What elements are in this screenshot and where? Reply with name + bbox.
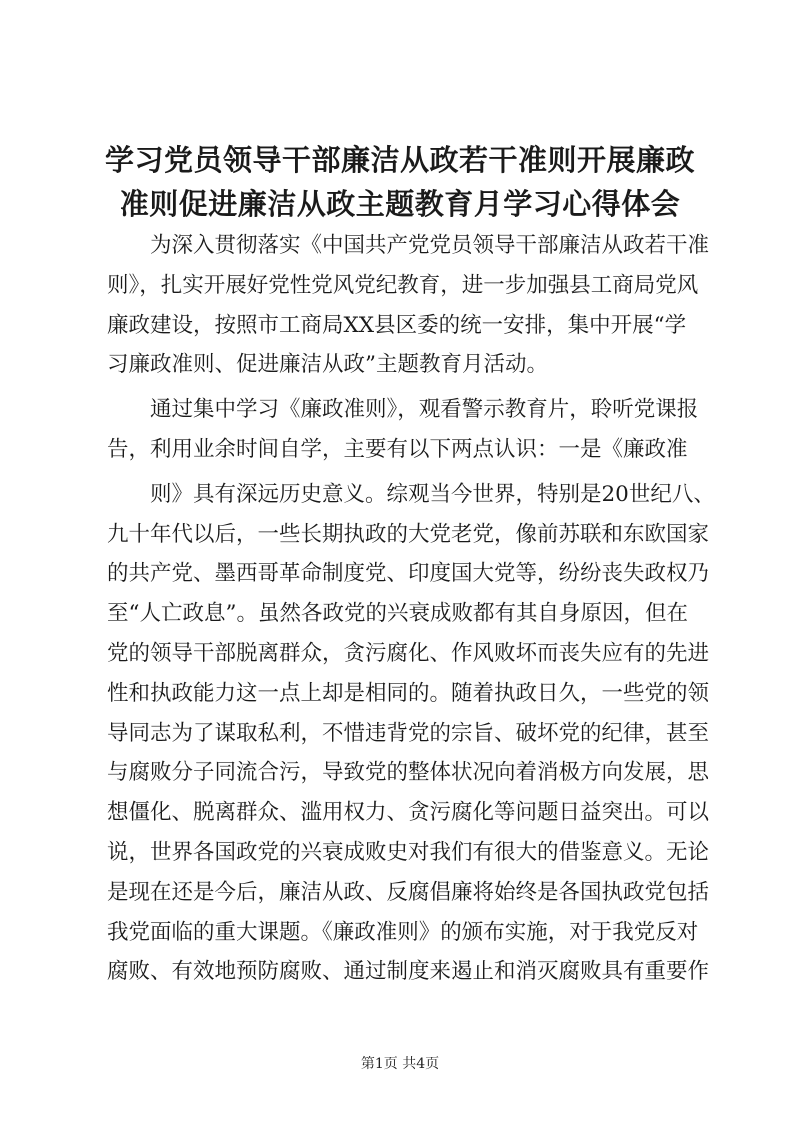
body-line: 想僵化、脱离群众、滥用权力、贪污腐化等问题日益突出。可以 — [107, 800, 710, 826]
body-line: 是现在还是今后，廉洁从政、反腐倡廉将始终是各国执政党包括 — [107, 879, 710, 905]
body-line: 的共产党、墨西哥革命制度党、印度国大党等，纷纷丧失政权乃 — [107, 561, 710, 587]
body-line: 九十年代以后，一些长期执政的大党老党，像前苏联和东欧国家 — [107, 521, 710, 547]
body-line: 习廉政准则、促进廉洁从政”主题教育月活动。 — [107, 352, 548, 378]
body-line: 告，利用业余时间自学，主要有以下两点认识：一是《廉政准 — [107, 436, 688, 462]
body-line: 廉政建设，按照市工商局XX县区委的统一安排，集中开展“学 — [107, 312, 687, 338]
body-line: 则》，扎实开展好党性党风党纪教育，进一步加强县工商局党风 — [107, 272, 699, 298]
body-line: 性和执政能力这一点上却是相同的。随着执政日久，一些党的领 — [107, 680, 710, 706]
body-line: 通过集中学习《廉政准则》，观看警示教育片，聆听党课报 — [150, 397, 699, 423]
body-line: 与腐败分子同流合污，导致党的整体状况向着消极方向发展，思 — [107, 760, 710, 786]
title-line-1: 学习党员领导干部廉洁从政若干准则开展廉政 — [104, 143, 695, 177]
body-line: 说，世界各国政党的兴衰成败史对我们有很大的借鉴意义。无论 — [107, 839, 710, 865]
body-line: 至“人亡政息”。虽然各政党的兴衰成败都有其自身原因，但在 — [107, 601, 688, 627]
body-line: 腐败、有效地预防腐败、通过制度来遏止和消灭腐败具有重要作 — [107, 959, 710, 985]
body-line: 党的领导干部脱离群众，贪污腐化、作风败坏而丧失应有的先进 — [107, 640, 710, 666]
document-body — [107, 226, 713, 992]
title-line-2: 准则促进廉洁从政主题教育月学习心得体会 — [119, 187, 681, 221]
document-title — [100, 138, 700, 226]
body-line: 我党面临的重大课题。《廉政准则》的颁布实施，对于我党反对 — [107, 919, 699, 945]
body-line: 为深入贯彻落实《中国共产党党员领导干部廉洁从政若干准 — [150, 233, 710, 258]
body-line: 则》具有深远历史意义。综观当今世界，特别是20世纪八、 — [150, 481, 715, 507]
body-line: 导同志为了谋取私利，不惜违背党的宗旨、破坏党的纪律，甚至 — [107, 720, 710, 746]
page-footer: 第1页 共4页 — [360, 1056, 440, 1072]
